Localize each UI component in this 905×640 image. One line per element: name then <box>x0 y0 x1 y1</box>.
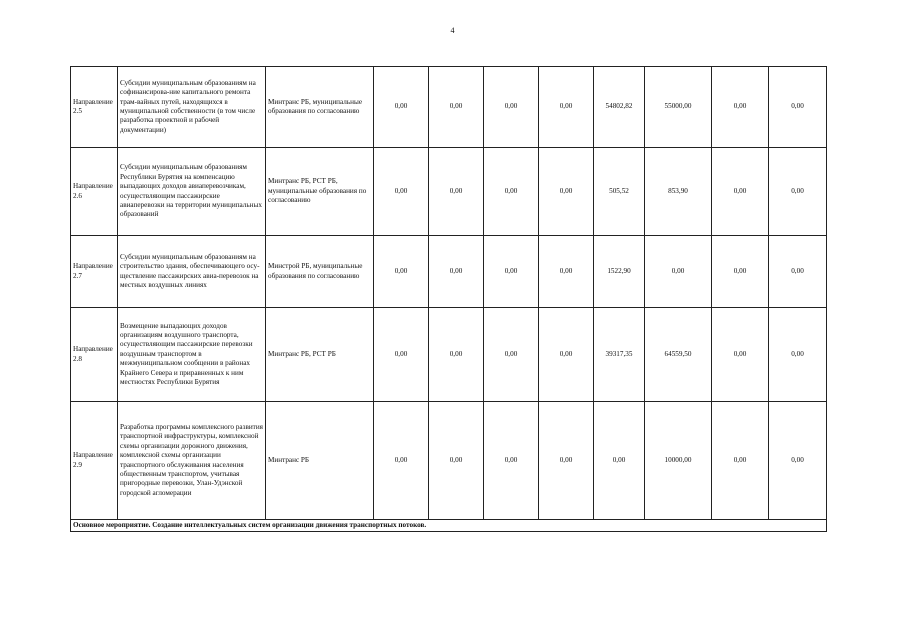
value-cell: 0,00 <box>484 148 539 236</box>
value-cell: 853,90 <box>645 148 712 236</box>
direction-code: Направление 2.9 <box>71 402 118 520</box>
executor-cell: Минтранс РБ <box>266 402 374 520</box>
executor-cell: Минтранс РБ, РСТ РБ <box>266 308 374 402</box>
main-event-title: Основное мероприятие. Создание интеллектуальных систем организации движения транспортных потоков. <box>71 520 827 532</box>
value-cell: 0,00 <box>712 402 769 520</box>
value-cell: 505,52 <box>594 148 645 236</box>
direction-title: Субсидии муниципальным образованиям Республики Бурятия на компенсацию выпадающих доходов авиаперевозчикам, осуществляющим пассажирские авиаперевозки на территории муниципальных образований <box>118 148 266 236</box>
value-cell: 0,00 <box>484 67 539 148</box>
value-cell: 0,00 <box>712 148 769 236</box>
direction-code: Направление 2.7 <box>71 236 118 308</box>
value-cell: 0,00 <box>429 308 484 402</box>
value-cell: 0,00 <box>539 236 594 308</box>
table-row <box>71 402 827 520</box>
value-cell: 64559,50 <box>645 308 712 402</box>
value-cell: 10000,00 <box>645 402 712 520</box>
value-cell: 55000,00 <box>645 67 712 148</box>
value-cell: 0,00 <box>484 236 539 308</box>
value-cell: 0,00 <box>539 67 594 148</box>
value-cell: 0,00 <box>374 402 429 520</box>
main-event-row <box>71 520 827 532</box>
table-row <box>71 236 827 308</box>
value-cell: 0,00 <box>484 308 539 402</box>
direction-title: Возмещение выпадающих доходов организациям воздушного транспорта, осуществляющим пассажирские перевозки воздушным транспортом в межмуниципальном сообщении в районах Крайнего Севера и приравненных к ним местностях Республики Бурятия <box>118 308 266 402</box>
table-row <box>71 148 827 236</box>
budget-table <box>70 66 827 532</box>
value-cell: 0,00 <box>539 402 594 520</box>
value-cell: 0,00 <box>769 402 827 520</box>
page-number: 4 <box>450 26 455 35</box>
executor-cell: Минтранс РБ, РСТ РБ, муниципальные образования по согласованию <box>266 148 374 236</box>
executor-cell: Минстрой РБ, муниципальные образования по согласованию <box>266 236 374 308</box>
executor-cell: Минтранс РБ, муниципальные образования по согласованию <box>266 67 374 148</box>
direction-code: Направление 2.8 <box>71 308 118 402</box>
table-row <box>71 308 827 402</box>
value-cell: 0,00 <box>769 67 827 148</box>
value-cell: 0,00 <box>769 308 827 402</box>
direction-title: Разработка программы комплексного развития транспортной инфраструктуры, комплексной схемы организации дорожного движения, комплексной схемы организации транспортного обслуживания населения общественным транспортом, учитывая пригородные перевозки, Улан-Удэнской городской агломерации <box>118 402 266 520</box>
value-cell: 0,00 <box>539 308 594 402</box>
direction-code: Направление 2.5 <box>71 67 118 148</box>
value-cell: 39317,35 <box>594 308 645 402</box>
value-cell: 1522,90 <box>594 236 645 308</box>
value-cell: 0,00 <box>712 308 769 402</box>
direction-title: Субсидии муниципальным образованиям на строительство здания, обеспечивающего осу-ществление пассажирских авиа-перевозок на местных воздушных линиях <box>118 236 266 308</box>
value-cell: 0,00 <box>645 236 712 308</box>
value-cell: 0,00 <box>484 402 539 520</box>
value-cell: 0,00 <box>374 308 429 402</box>
value-cell: 0,00 <box>539 148 594 236</box>
value-cell: 0,00 <box>429 67 484 148</box>
value-cell: 0,00 <box>712 67 769 148</box>
value-cell: 0,00 <box>374 236 429 308</box>
value-cell: 0,00 <box>429 236 484 308</box>
value-cell: 0,00 <box>374 67 429 148</box>
value-cell: 0,00 <box>769 236 827 308</box>
value-cell: 0,00 <box>712 236 769 308</box>
value-cell: 0,00 <box>429 148 484 236</box>
value-cell: 0,00 <box>374 148 429 236</box>
direction-title: Субсидии муниципальным образованиям на софинансирова-ние капитального ремонта трам-вайных путей, находящихся в муниципальной собственности (в том числе разработка проектной и рабочей документации) <box>118 67 266 148</box>
value-cell: 0,00 <box>594 402 645 520</box>
value-cell: 0,00 <box>429 402 484 520</box>
table-row <box>71 67 827 148</box>
direction-code: Направление 2.6 <box>71 148 118 236</box>
value-cell: 0,00 <box>769 148 827 236</box>
value-cell: 54802,82 <box>594 67 645 148</box>
